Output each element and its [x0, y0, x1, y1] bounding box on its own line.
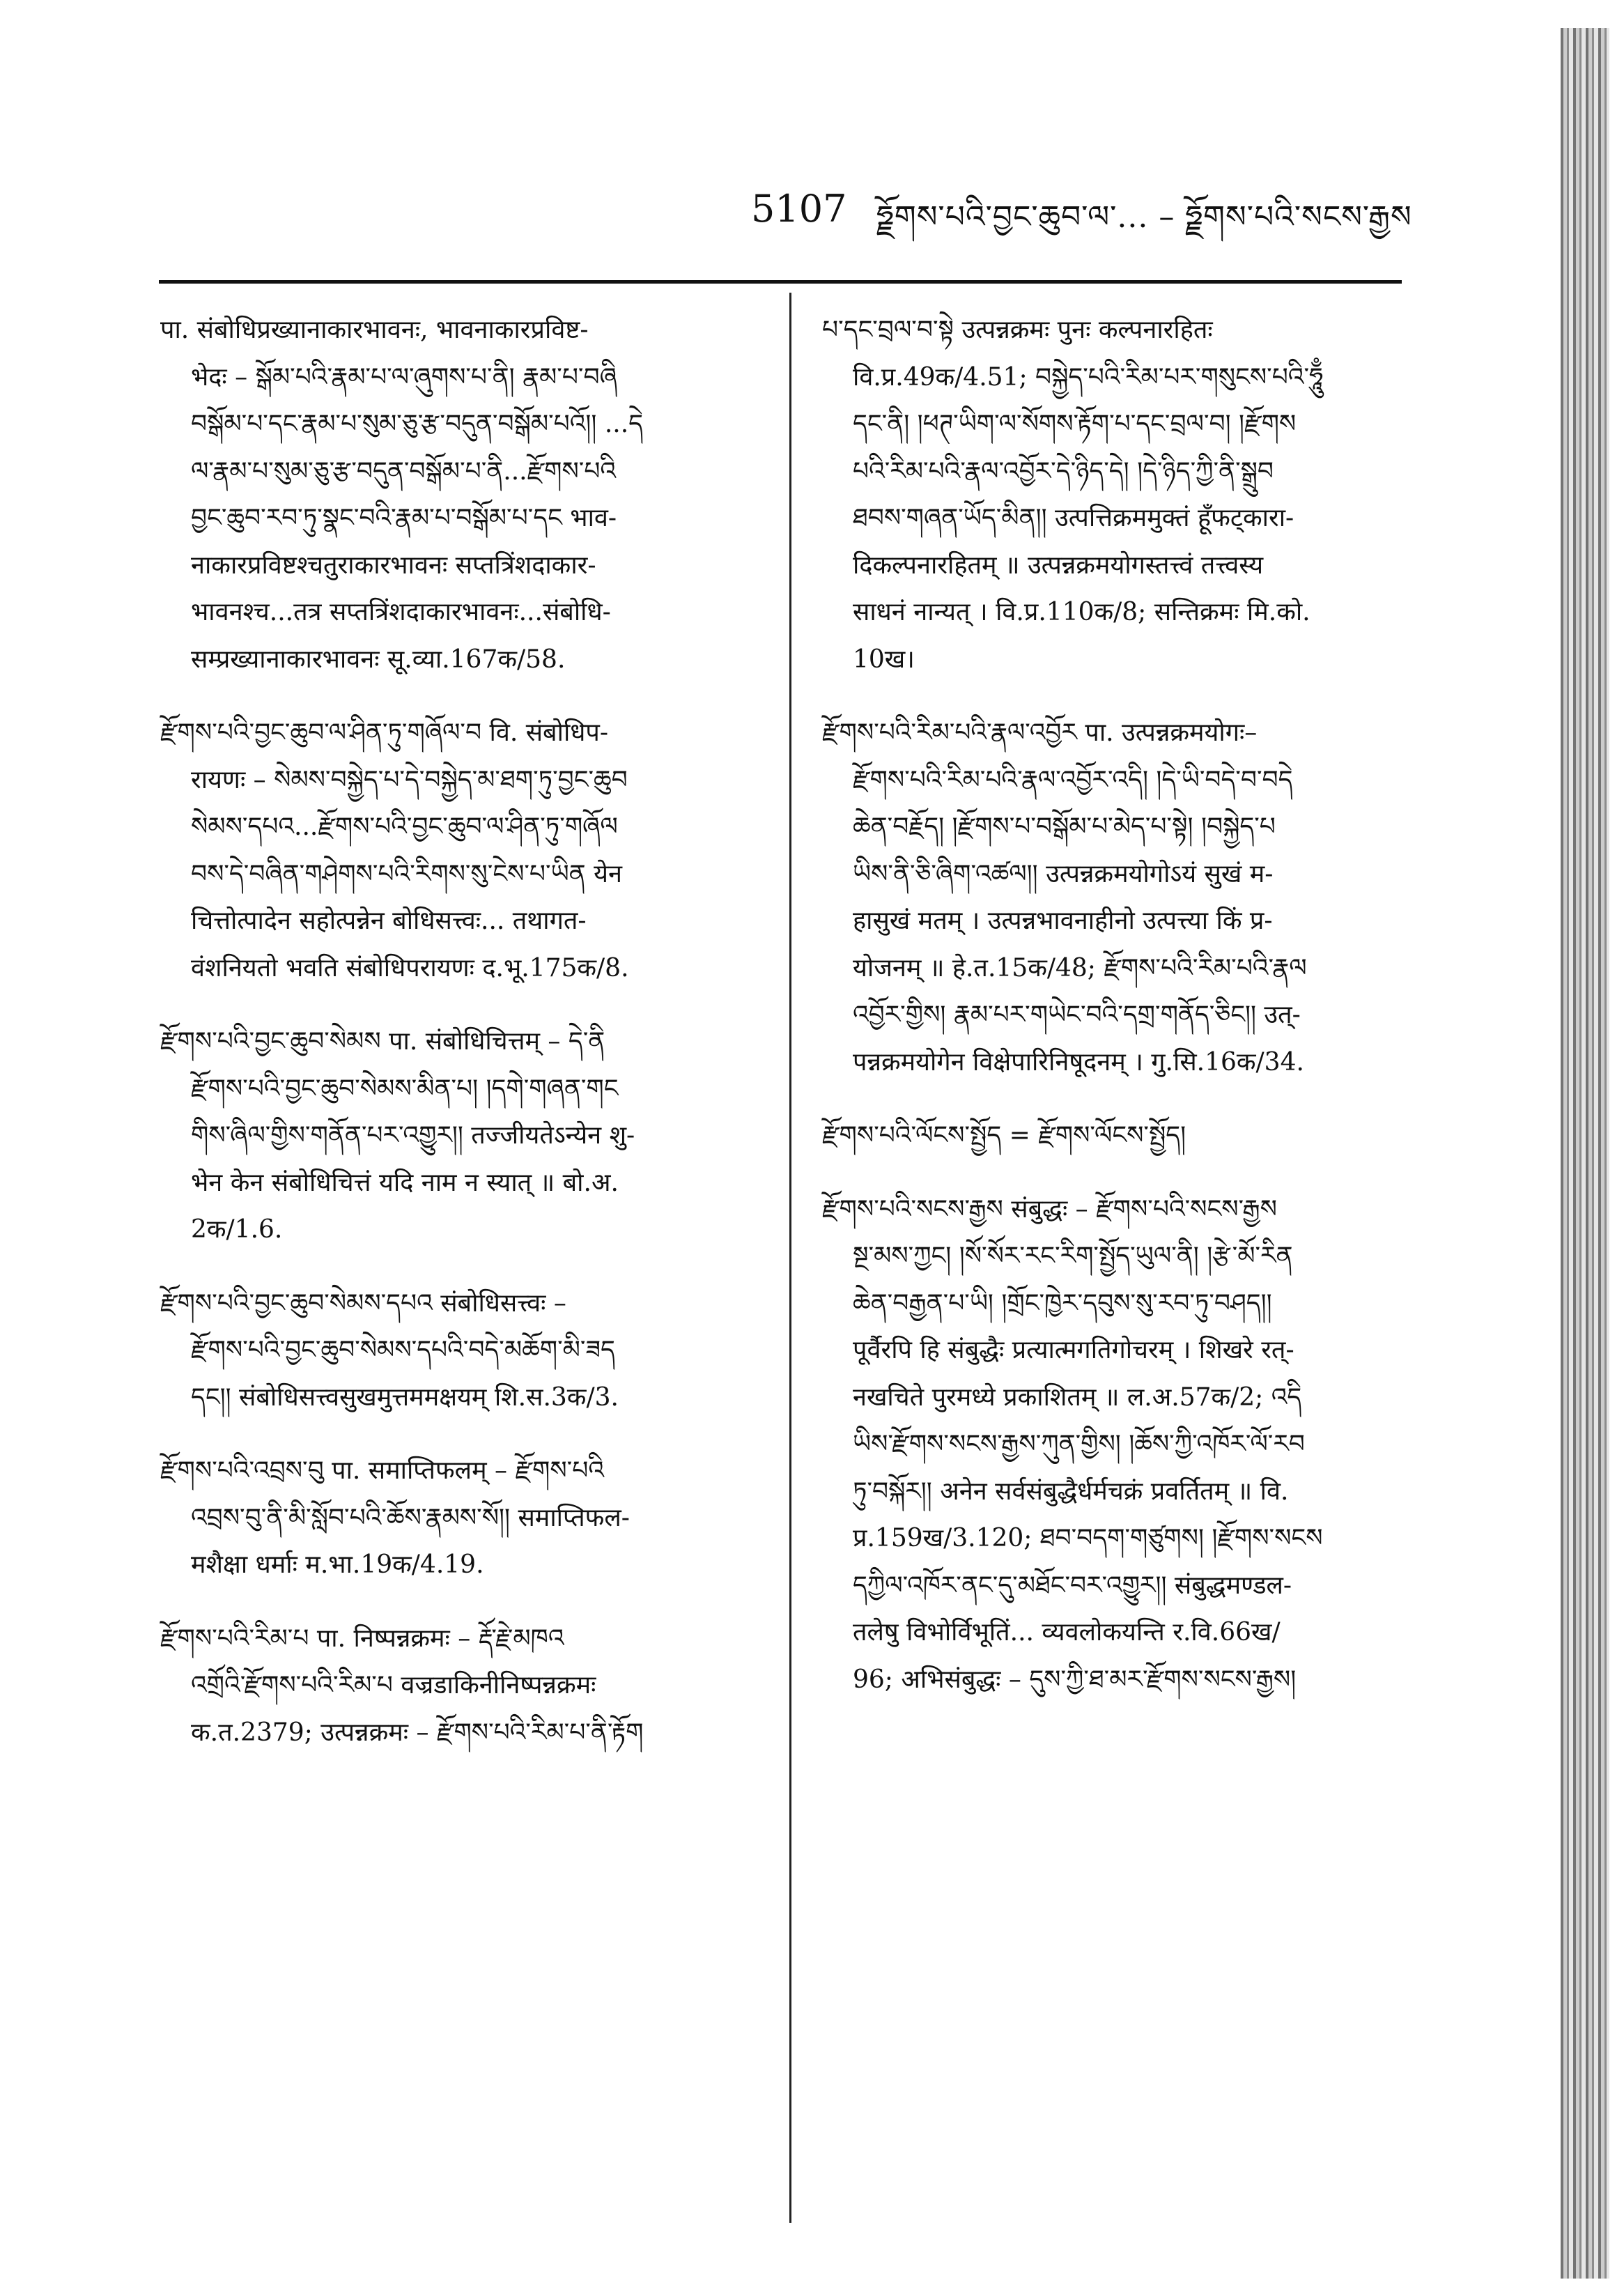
dictionary-entry — [822, 307, 1414, 683]
entry-line: རྫོགས་པའི་བྱང་ཆུབ་སེམས་མིན་པ། །དགེ་གཞན་གང — [191, 1074, 619, 1103]
header-rule — [159, 280, 1402, 284]
entry-line: 96; अभिसंबुद्धः – དུས་ཀྱི་ཐ་མར་རྫོགས་སངས་རྒྱས། — [853, 1665, 1297, 1694]
entry-line: གིས་ཞིལ་གྱིས་གནོན་པར་འགྱུར།། तज्जीयतेऽन्येन शु- — [191, 1121, 635, 1150]
entry-line: नखचिते पुरमध्ये प्रकाशितम् ॥ ल.अ.57क/2; འདི — [853, 1382, 1302, 1412]
entry-line: དཀྱིལ་འཁོར་ནང་དུ་མཐོང་བར་འགྱུར།། संबुद्धमण्डल- — [853, 1571, 1292, 1600]
entry-headline: རྫོགས་པའི་སངས་རྒྱས संबुद्धः – རྫོགས་པའི་སངས་རྒྱས — [822, 1194, 1277, 1224]
entry-headline: རྫོགས་པའི་རིམ་པ पा. निष्पन्नक्रमः – རྡོ་རྗེ་མཁའ — [160, 1624, 564, 1653]
dictionary-entry — [822, 1112, 1414, 1159]
entry-line: क.त.2379; उत्पन्नक्रमः – རྫོགས་པའི་རིམ་པ་ནི་རྟོག — [191, 1718, 644, 1747]
entry-line: འགྲོའི་རྫོགས་པའི་རིམ་པ वज्रडाकिनीनिष्पन्नक्रमः — [191, 1671, 596, 1700]
dictionary-entry — [160, 1447, 752, 1589]
dictionary-entry — [160, 709, 752, 992]
entry-line: ཡིས་ནི་ཅི་ཞིག་འཚལ།། उत्पन्नक्रमयोगोऽयं सुखं म- — [853, 859, 1274, 888]
entry-line: पूर्वैरपि हि संबुद्धैः प्रत्यात्मगतिगोचरम् । शिखरे रत्- — [853, 1336, 1294, 1364]
entry-line: वि.प्र.49क/4.51; བསྐྱེད་པའི་རིམ་པར་གསུངས་པའི་ཧཱུྃ — [853, 362, 1324, 392]
entry-line: भावनश्च...तत्र सप्तत्रिंशदाकारभावनः...संबोधि- — [191, 598, 611, 626]
entry-headline: པ་དང་བྲལ་བ་སྟེ उत्पन्नक्रमः पुनः कल्पनारहितः — [822, 316, 1213, 344]
entry-line: प्र.159ख/3.120; ཐབ་བདག་གཙུགས། །རྫོགས་སངས — [853, 1524, 1323, 1552]
dictionary-entry — [160, 1018, 752, 1254]
entry-line: དང།། संबोधिसत्त्वसुखमुत्तममक्षयम् शि.स.3क/3. — [191, 1382, 619, 1412]
entry-headline: རྫོགས་པའི་རིམ་པའི་རྣལ་འབྱོར पा. उत्पन्नक्रमयोगः– — [822, 718, 1258, 747]
entry-line: योजनम् ॥ हे.त.15क/48; རྫོགས་པའི་རིམ་པའི་རྣལ — [853, 953, 1307, 982]
entry-line: 10ख। — [853, 645, 915, 674]
entry-line: རྫོགས་པའི་རིམ་པའི་རྣལ་འབྱོར་འདི། །དེ་ཡི་བདེ་བ་བདེ — [853, 765, 1293, 794]
entry-line: ཡིས་རྫོགས་སངས་རྒྱས་ཀུན་གྱིས། །ཆོས་ཀྱི་འཁོར་ལོ་རབ — [853, 1430, 1305, 1458]
entry-headline: རྫོགས་པའི་བྱང་ཆུབ་སེམས་དཔའ संबोधिसत्त्वः – — [160, 1288, 566, 1318]
entry-line: ཆེན་བརྗོད། །རྫོགས་པ་བསྒོམ་པ་མེད་པ་སྟེ། །བསྐྱེད་པ — [853, 812, 1276, 841]
entry-line: པའི་རིམ་པའི་རྣལ་འབྱོར་དེ་ཉིད་དེ། །དེ་ཉིད་ཀྱི་ནི་སྒྲུབ — [853, 456, 1274, 486]
entry-line: दिकल्पनारहितम् ॥ उत्पन्नक्रमयोगस्तत्त्वं तत्त्वस्य — [853, 550, 1264, 580]
dictionary-entry — [160, 1280, 752, 1421]
entry-line: བསྒོམ་པ་དང་རྣམ་པ་སུམ་ཅུ་རྩ་བདུན་བསྒོམ་པའོ།། ...དེ — [191, 410, 644, 438]
dictionary-entry — [822, 709, 1414, 1086]
entry-line: तलेषु विभोर्विभूतिं... व्यवलोकयन्ति र.वि.66ख/ — [853, 1618, 1281, 1647]
entry-line: हासुखं मतम् । उत्पन्नभावनाहीनो उत्पत्त्या किं प्र- — [853, 907, 1273, 935]
entry-line: འབྱོར་གྱིས། རྣམ་པར་གཡེང་བའི་དགྲ་གནོད་ཅིང།། उत्- — [853, 1001, 1301, 1029]
entry-line: भेन केन संबोधिचित्तं यदि नाम न स्यात् ॥ बो.अ. — [191, 1168, 619, 1197]
entry-line: དང་ནི། །ཕཊ་ཡིག་ལ་སོགས་རྟོག་པ་དང་བྲལ་བ། །རྫོགས — [853, 410, 1297, 438]
column-divider — [789, 293, 791, 2223]
entry-line: सम्प्रख्यानाकारभावनः सू.व्या.167क/58. — [191, 645, 566, 674]
entry-headline: རྫོགས་པའི་བྱང་ཆུབ་སེམས पा. संबोधिचित्तम् – དེ་ནི — [160, 1027, 605, 1056]
entry-line: བྱང་ཆུབ་རབ་ཏུ་སྣང་བའི་རྣམ་པ་བསྒོམ་པ་དང भाव- — [191, 504, 617, 532]
entry-line: ལ་རྣམ་པ་སུམ་ཅུ་རྩ་བདུན་བསྒོམ་པ་ནི...རྫོགས་པའི — [191, 456, 617, 486]
entry-line: रायणः – སེམས་བསྐྱེད་པ་དེ་བསྐྱེད་མ་ཐག་ཏུ་བྱང་ཆུབ — [191, 765, 628, 794]
entry-headline: རྫོགས་པའི་བྱང་ཆུབ་ལ་ཤིན་ཏུ་གཞོལ་བ वि. संबोधिप- — [160, 718, 609, 747]
dictionary-entry — [822, 1186, 1414, 1704]
right-column — [822, 307, 1414, 1729]
entry-line: ཆེན་བརྒྱན་པ་ཡི། །གྲོང་ཁྱེར་དབུས་སུ་རབ་ཏུ་བཤད།། — [853, 1288, 1272, 1318]
scan-binding-edge — [1561, 28, 1609, 2279]
entry-line: भेदः – སྒོམ་པའི་རྣམ་པ་ལ་ཞུགས་པ་ནི། རྣམ་པ་བཞི — [191, 362, 617, 392]
entry-line: སྔ་མས་ཀྱང། །སོ་སོར་རང་རིག་སྤྱོད་ཡུལ་ནི། །རྩེ་མོ་རིན — [853, 1242, 1293, 1270]
entry-line: བས་དེ་བཞིན་གཤེགས་པའི་རིགས་སུ་ངེས་པ་ཡིན येन — [191, 859, 622, 888]
entry-line: पन्नक्रमयोगेन विक्षेपारिनिषूदनम् । गु.सि.16क/34. — [853, 1047, 1304, 1077]
entry-line: སེམས་དཔའ...རྫོགས་པའི་བྱང་ཆུབ་ལ་ཤིན་ཏུ་གཞོལ — [191, 812, 618, 841]
left-column — [160, 307, 752, 1782]
dictionary-entry — [160, 307, 752, 683]
entry-line: ཏུ་བསྐོར།། अनेन सर्वसंबुद्धैर्धर्मचक्रं प्रवर्तितम् ॥ वि. — [853, 1477, 1289, 1506]
page-number: 5107 — [751, 187, 847, 231]
entry-headline: རྫོགས་པའི་ལོངས་སྤྱོད = རྫོགས་ལོངས་སྤྱོད། — [822, 1121, 1186, 1150]
entry-line: འབྲས་བུ་ནི་མི་སློབ་པའི་ཆོས་རྣམས་སོ།། समाप्तिफल- — [191, 1503, 630, 1532]
entry-headline: पा. संबोधिप्रख्यानाकारभावनः, भावनाकारप्रविष्ट- — [160, 316, 589, 344]
entry-line: 2क/1.6. — [191, 1215, 283, 1244]
entry-line: साधनं नान्यत् । वि.प्र.110क/8; सन्तिक्रमः मि.को. — [853, 598, 1310, 626]
entry-line: वंशनियतो भवति संबोधिपरायणः द.भू.175क/8. — [191, 953, 629, 982]
entry-line: मशैक्षा धर्माः म.भा.19क/4.19. — [191, 1550, 484, 1579]
entry-line: ཐབས་གཞན་ཡོད་མིན།། उत्पत्तिक्रममुक्तं हूँफट्कारा- — [853, 504, 1294, 532]
entry-line: རྫོགས་པའི་བྱང་ཆུབ་སེམས་དཔའི་བདེ་མཆོག་མི་ཟད — [191, 1336, 615, 1364]
entry-line: नाकारप्रविष्टश्चतुराकारभावनः सप्तत्रिंशदाकार- — [191, 550, 596, 580]
running-title: ཧྗོགས་པའི་བྱང་ཆུབ་ལ་... – ཧྗོགས་པའི་སངས་རྒྱས — [876, 199, 1412, 235]
dictionary-entry — [160, 1615, 752, 1757]
entry-headline: རྫོགས་པའི་འབྲས་བུ पा. समाप्तिफलम् – རྫོགས་པའི — [160, 1456, 604, 1485]
entry-line: चित्तोत्पादेन सहोत्पन्नेन बोधिसत्त्वः... तथागत- — [191, 907, 587, 935]
